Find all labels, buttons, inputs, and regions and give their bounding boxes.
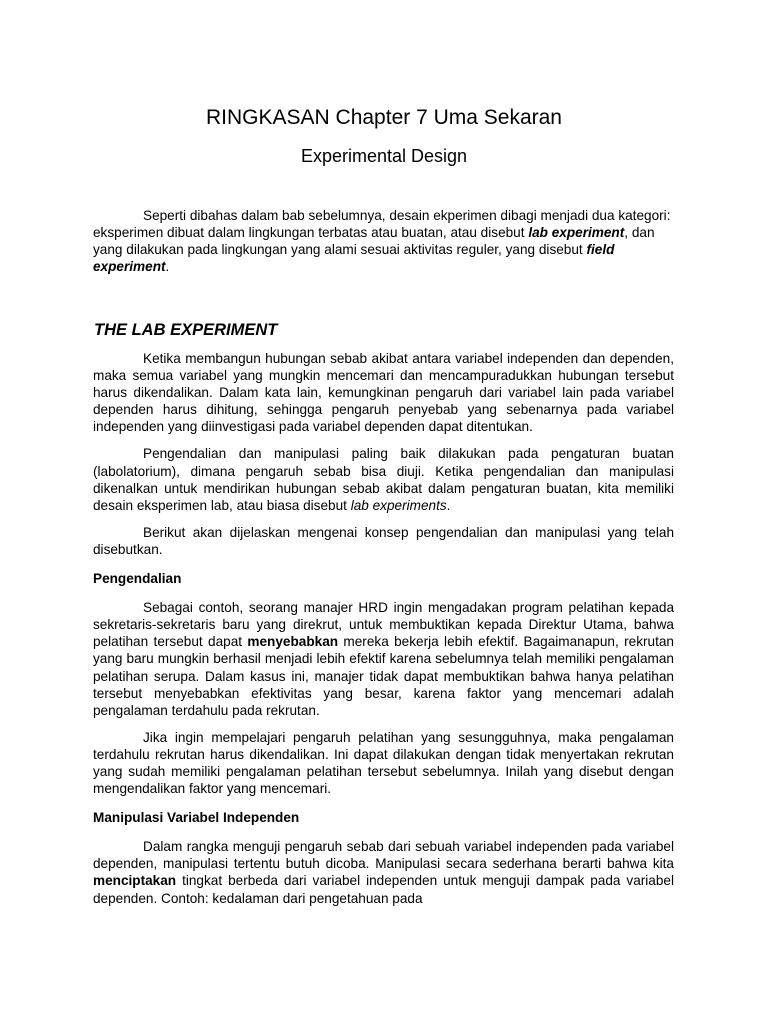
document-subtitle: Experimental Design xyxy=(300,146,468,166)
menyebabkan-term: menyebabkan xyxy=(247,634,339,650)
lab-experiment-term: lab experiment xyxy=(528,225,625,241)
p4-text-1: Sebagai contoh, seorang manajer HRD ingin mengadakan program pelatihan kepada sekretaris-sekretaris baru yang direkrut, untuk membuktikan kepada Direktur Utama, bahwa pelatihan tersebut dapat xyxy=(93,600,674,650)
subheading-pengendalian: Pengendalian xyxy=(93,571,182,587)
document-title: RINGKASAN Chapter 7 Uma Sekaran xyxy=(206,106,562,129)
paragraph-next-explanation: Berikut akan dijelaskan mengenai konsep pengendalian dan manipulasi yang telah disebutkan. xyxy=(93,524,674,557)
p2-text-2: . xyxy=(446,497,451,513)
intro-text-1: Seperti dibahas dalam bab sebelumnya, desain ekperimen dibagi menjadi dua kategori: eksperimen dibuat dalam lingkungan terbatas atau buatan, atau disebut xyxy=(93,208,671,241)
section-heading-lab-experiment: THE LAB EXPERIMENT xyxy=(94,321,278,339)
lab-experiment-section xyxy=(93,350,674,907)
intro-text-2: , dan yang dilakukan pada lingkungan yang alami sesuai aktivitas reguler, yang disebut xyxy=(93,225,655,258)
paragraph-training-effect: Jika ingin mempelajari pengaruh pelatihan yang sesungguhnya, maka pengalaman terdahulu rekrutan harus dikendalikan. Ini dapat dilakukan dengan tidak menyertakan rekrutan yang sudah memiliki pengalaman pelatihan tersebut sebelumnya. Inilah yang disebut dengan mengendalikan faktor yang mencemari. xyxy=(93,729,674,797)
paragraph-causal-relationship: Ketika membangun hubungan sebab akibat antara variabel independen dan dependen, maka semua variabel yang mungkin mencemari dan mencampuradukkan hubungan tersebut harus dikendalikan. Dalam kata lain, kemungkinan pengaruh dari variabel lain pada variabel dependen harus dihitung, sehingga pengaruh penyebab yang sebenarnya pada variabel independen yang diinvestigasi pada variabel dependen dapat ditentukan. xyxy=(93,351,674,435)
paragraph-control-manipulation xyxy=(93,445,674,513)
menciptakan-term: menciptakan xyxy=(93,873,177,889)
field-experiment-term: field experiment xyxy=(93,242,615,275)
paragraph-hrd-example xyxy=(93,599,674,719)
intro-paragraph xyxy=(93,207,674,275)
lab-experiments-term: lab experiments xyxy=(350,497,447,513)
p6-text-2: tingkat berbeda dari variabel independen untuk menguji dampak pada variabel dependen. Contoh: kedalaman dari pengetahuan pada xyxy=(93,873,674,906)
subheading-manipulasi: Manipulasi Variabel Independen xyxy=(93,810,300,826)
p2-text-1: Pengendalian dan manipulasi paling baik dilakukan pada pengaturan buatan (labolatorium), dimana pengaruh sebab bisa diuji. Ketika pengendalian dan manipulasi dikenalkan untuk mendirikan hubungan sebab akibat dalam pengaturan buatan, kita memiliki desain eksperimen lab, atau biasa disebut xyxy=(93,446,674,513)
p6-text-1: Dalam rangka menguji pengaruh sebab dari sebuah variabel independen pada variabel dependen, manipulasi tertentu butuh dicoba. Manipulasi secara sederhana berarti bahwa kita xyxy=(93,839,674,872)
paragraph-manipulation xyxy=(93,838,674,906)
intro-text-3: . xyxy=(165,259,170,275)
p4-text-2: mereka bekerja lebih efektif. Bagaimanapun, rekrutan yang baru mungkin berhasil menjadi lebih efektif karena sebelumnya telah memiliki pengalaman pelatihan serupa. Dalam kasus ini, manajer tidak dapat membuktikan bahwa hanya pelatihan tersebut menyebabkan efektivitas yang besar, karena faktor yang mencemari adalah pengalaman terdahulu pada rekrutan. xyxy=(93,634,674,718)
intro-section xyxy=(93,207,674,275)
